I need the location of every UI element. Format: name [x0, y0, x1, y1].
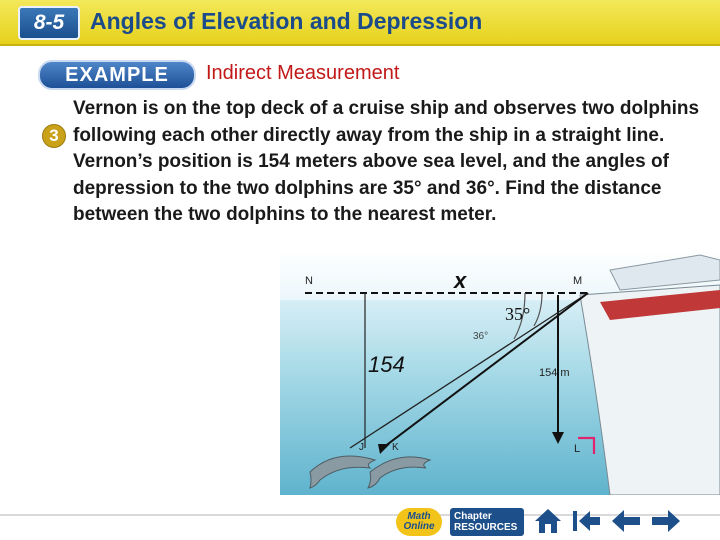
example-label: EXAMPLE	[38, 60, 196, 90]
lesson-title: Angles of Elevation and Depression	[90, 8, 483, 34]
label-x: x	[454, 268, 467, 293]
previous-button[interactable]	[608, 506, 644, 536]
first-slide-button[interactable]	[568, 506, 604, 536]
angle-35-label: 35°	[505, 304, 531, 324]
label-n: N	[305, 275, 313, 287]
label-154m: 154 m	[539, 367, 570, 379]
chapter-label: Chapter	[454, 511, 492, 522]
problem-text: Vernon is on the top deck of a cruise ship and observes two dolphins following each other directly away from the ship in a straight line. Vernon’s position is 154 meters above sea level, and the angles of depression to the two dolphins are 35° and 36°. Find the distance between the two dolphins to the nearest meter.	[73, 98, 700, 225]
math-online-button[interactable]: Math Online	[396, 508, 442, 536]
example-title: Indirect Measurement	[206, 62, 400, 84]
angle-36-label: 36°	[473, 331, 489, 342]
label-m: M	[573, 275, 583, 287]
dolphin-diagram	[280, 250, 720, 495]
chapter-resources-button[interactable]	[450, 508, 524, 536]
previous-icon	[610, 507, 642, 535]
label-l: L	[574, 443, 581, 455]
home-button[interactable]	[530, 506, 566, 536]
label-j: J	[359, 442, 364, 453]
next-button[interactable]	[648, 506, 684, 536]
header-bar	[0, 0, 720, 46]
home-icon	[533, 507, 563, 535]
first-slide-icon	[570, 507, 602, 535]
resources-label: RESOURCES	[454, 522, 518, 533]
lesson-badge: 8-5	[18, 6, 80, 40]
label-154: 154	[368, 352, 405, 377]
diagram-svg	[280, 250, 720, 495]
example-number: 3	[42, 124, 66, 148]
label-k: K	[392, 442, 399, 453]
next-icon	[650, 507, 682, 535]
